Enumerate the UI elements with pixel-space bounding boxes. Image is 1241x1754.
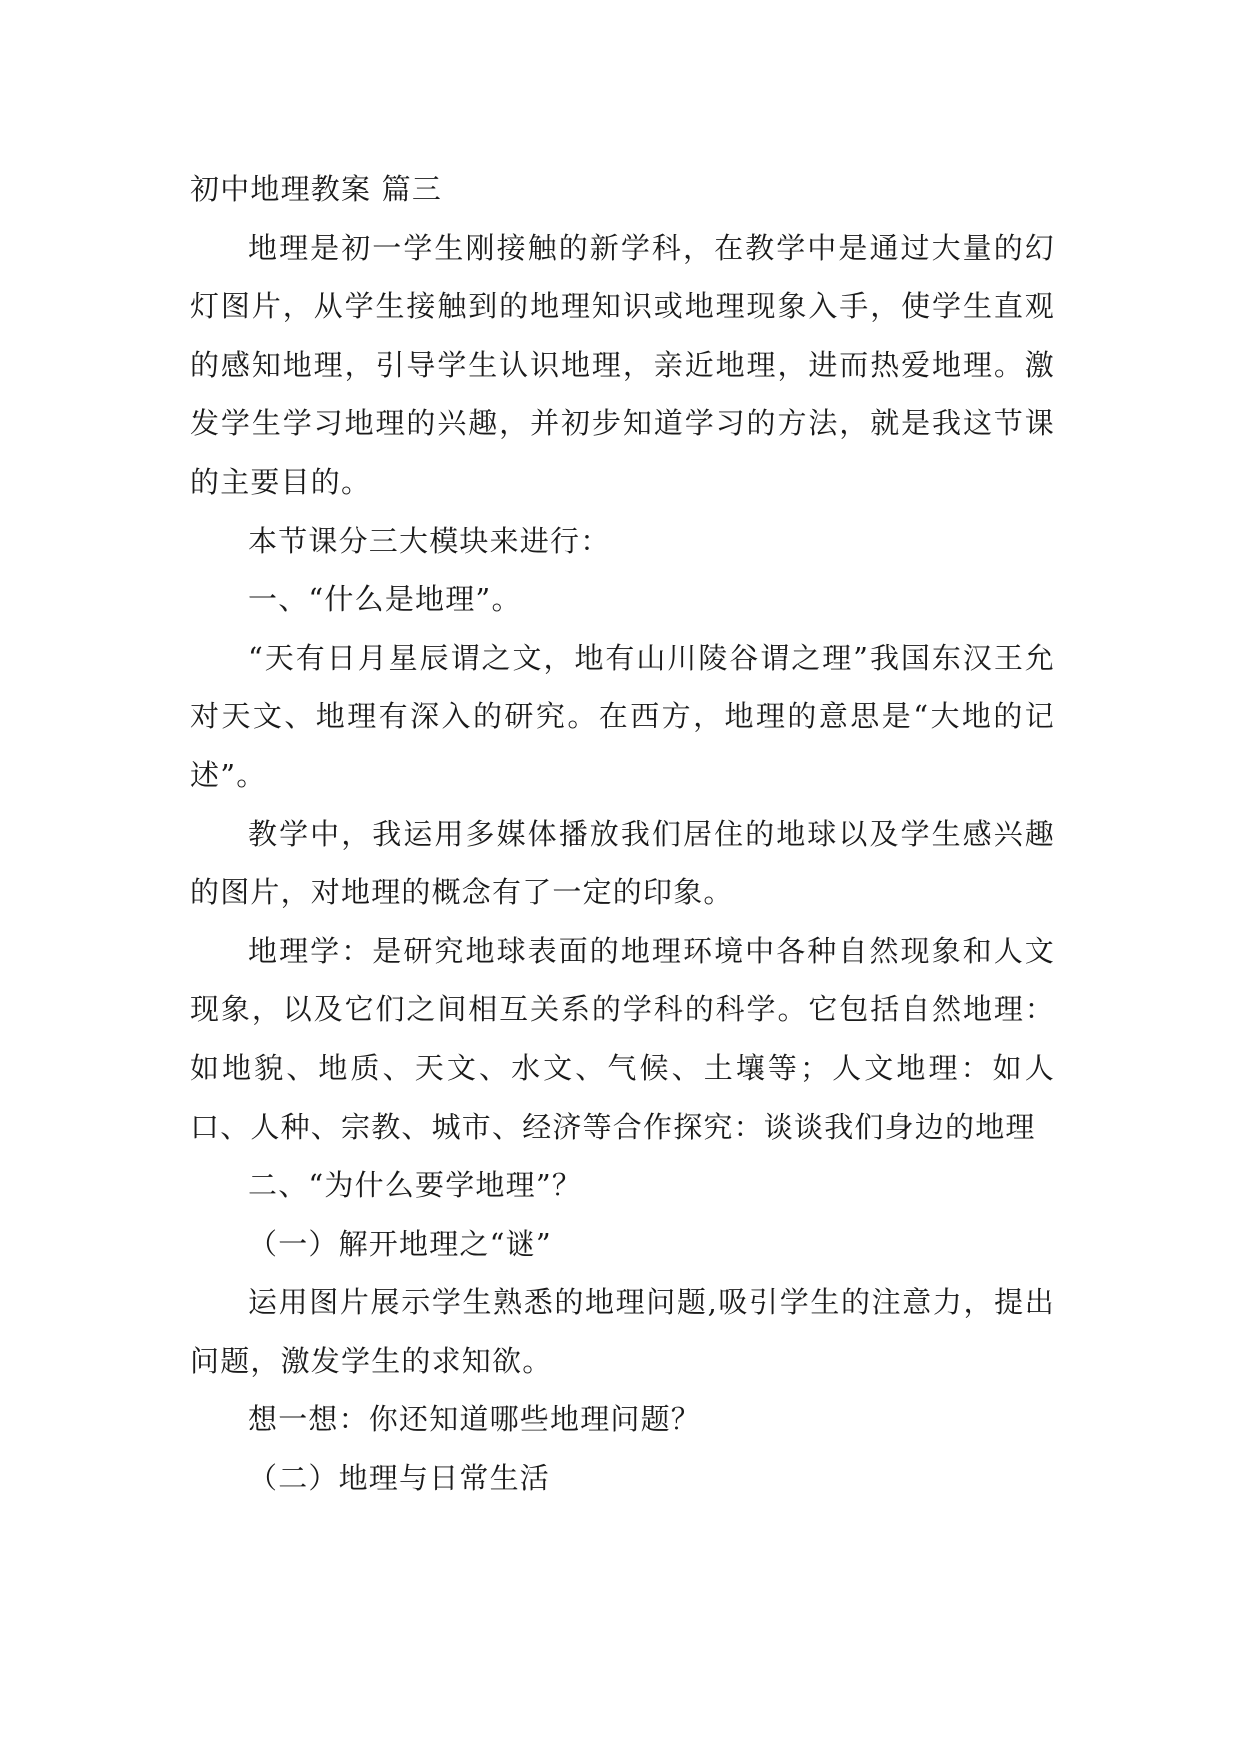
paragraph-quote: “天有日月星辰谓之文，地有山川陵谷谓之理”我国东汉王允对天文、地理有深入的研究。在西方，地理的意思是“大地的记述”。 <box>190 640 1055 792</box>
paragraph-definition: 地理学：是研究地球表面的地理环境中各种自然现象和人文现象，以及它们之间相互关系的学科的科学。它包括自然地理：如地貌、地质、天文、水文、气候、土壤等；人文地理：如人口、人种、宗教、城市、经济等合作探究：谈谈我们身边的地理 <box>190 933 1055 1144</box>
paragraph-multimedia: 教学中，我运用多媒体播放我们居住的地球以及学生感兴趣的图片，对地理的概念有了一定的印象。 <box>190 816 1055 910</box>
subsection-heading-2: （二）地理与日常生活 <box>248 1461 551 1496</box>
section-heading-1: 一、“什么是地理”。 <box>248 582 522 617</box>
section-heading-2: 二、“为什么要学地理”？ <box>248 1168 583 1203</box>
paragraph-think: 想一想：你还知道哪些地理问题？ <box>248 1402 702 1437</box>
document-body <box>190 160 1055 1508</box>
paragraph-images: 运用图片展示学生熟悉的地理问题,吸引学生的注意力，提出问题，激发学生的求知欲。 <box>190 1285 1055 1378</box>
paragraph-modules: 本节课分三大模块来进行： <box>248 523 611 558</box>
paragraph-intro: 地理是初一学生刚接触的新学科，在教学中是通过大量的幻灯图片，从学生接触到的地理知识或地理现象入手，使学生直观的感知地理，引导学生认识地理，亲近地理，进而热爱地理。激发学生学习地理的兴趣，并初步知道学习的方法，就是我这节课的主要目的。 <box>190 230 1055 499</box>
document-title: 初中地理教案 篇三 <box>190 172 443 206</box>
subsection-heading-1: （一）解开地理之“谜” <box>248 1226 552 1261</box>
